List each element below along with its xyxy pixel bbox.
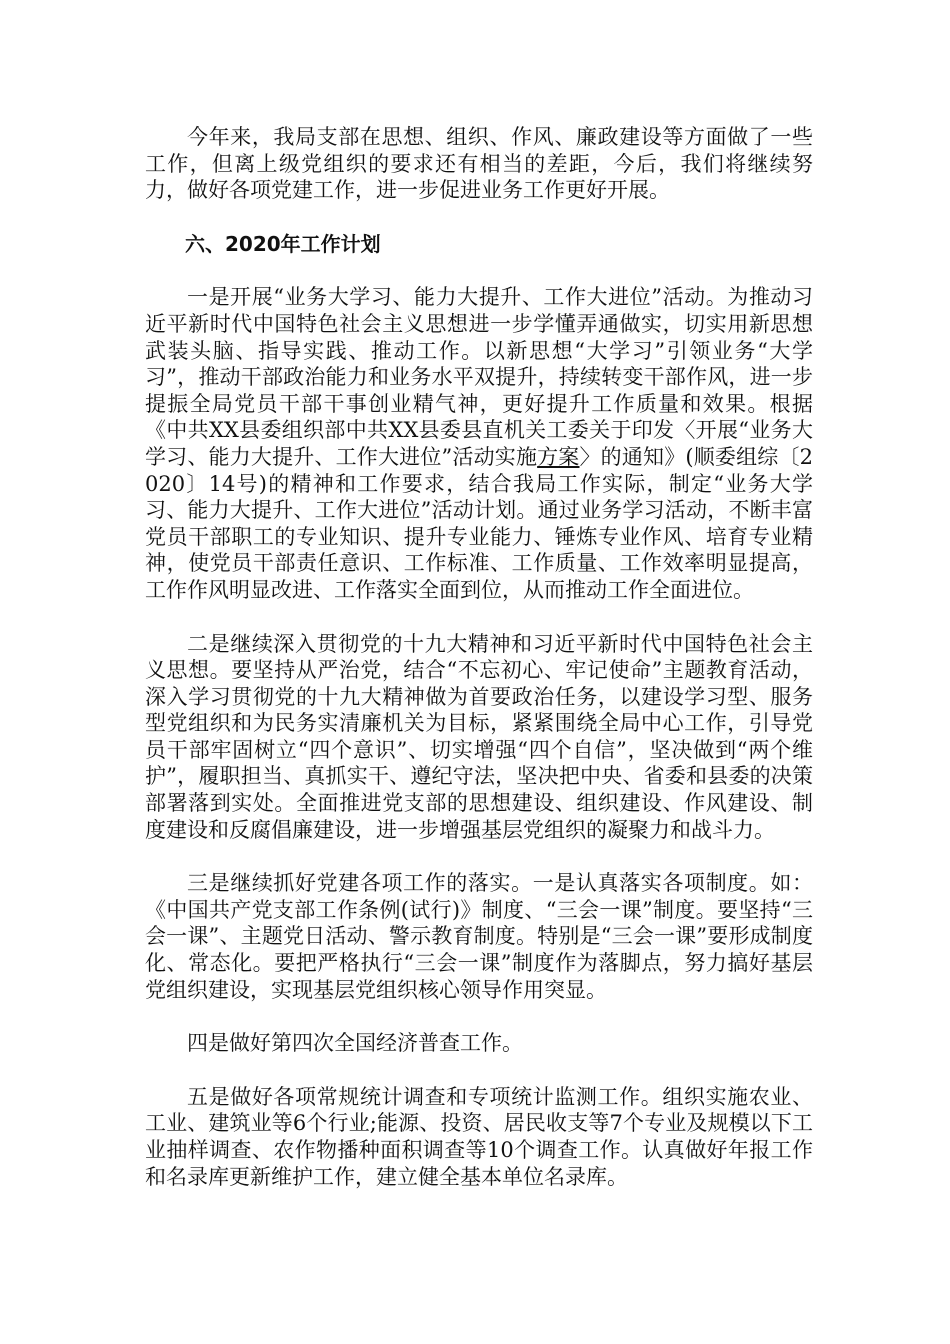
paragraph-spacer <box>145 1057 813 1084</box>
paragraph-spacer <box>145 604 813 631</box>
plan-item-1-paragraph <box>145 284 813 603</box>
plan-item-1-text-end: 〉的通知》(顺委组综〔2020〕14号)的精神和工作要求，结合我局工作实际，制定“业务大学习、能力大提升、工作大进位”活动计划。通过业务学习活动，不断丰富党员干部职工的专业知识、提升专业能力、锤炼专业作风、培育专业精神，使党员干部责任意识、工作标准、工作质量、工作效率明显提高，工作作风明显改进、工作落实全面到位，从而推动工作全面进位。 <box>145 444 813 602</box>
plan-item-5-paragraph: 五是做好各项常规统计调查和专项统计监测工作。组织实施农业、工业、建筑业等6个行业;能源、投资、居民收支等7个专业及规模以下工业抽样调查、农作物播种面积调查等10个调查工作。认真做好年报工作和名录库更新维护工作，建立健全基本单位名录库。 <box>145 1084 813 1189</box>
paragraph-spacer <box>145 843 813 870</box>
plan-item-4-paragraph: 四是做好第四次全国经济普查工作。 <box>187 1031 523 1056</box>
section-heading: 六、2020年工作计划 <box>185 231 381 256</box>
paragraph-spacer <box>145 257 813 284</box>
plan-item-1-underlined-word: 方案 <box>537 444 580 469</box>
document-body <box>145 124 813 1190</box>
paragraph-spacer <box>145 204 813 231</box>
plan-item-1-text-start: 一是开展“业务大学习、能力大提升、工作大进位”活动。为推动习近平新时代中国特色社会主义思想进一步学懂弄通做实，切实用新思想武装头脑、指导实践、推动工作。以新思想“大学习”引领业务“大学习”，推动干部政治能力和业务水平双提升，持续转变干部作风，进一步提振全局党员干部干事创业精气神，更好提升工作质量和效果。根据《中共XX县委组织部中共XX县委县直机关工委关于印发〈开展“业务大学习、能力大提升、工作大进位”活动实施 <box>145 285 813 469</box>
paragraph-spacer <box>145 1003 813 1030</box>
intro-paragraph: 今年来，我局支部在思想、组织、作风、廉政建设等方面做了一些工作，但离上级党组织的要求还有相当的差距，今后，我们将继续努力，做好各项党建工作，进一步促进业务工作更好开展。 <box>145 125 813 203</box>
plan-item-3-paragraph: 三是继续抓好党建各项工作的落实。一是认真落实各项制度。如：《中国共产党支部工作条例(试行)》制度、“三会一课”制度。要坚持“三会一课”、主题党日活动、警示教育制度。特别是“三会一课”要形成制度化、常态化。要把严格执行“三会一课”制度作为落脚点，努力搞好基层党组织建设，实现基层党组织核心领导作用突显。 <box>145 871 813 1002</box>
plan-item-2-paragraph: 二是继续深入贯彻党的十九大精神和习近平新时代中国特色社会主义思想。要坚持从严治党，结合“不忘初心、牢记使命”主题教育活动，深入学习贯彻党的十九大精神做为首要政治任务，以建设学习型、服务型党组织和为民务实清廉机关为目标，紧紧围绕全局中心工作，引导党员干部牢固树立“四个意识”、切实增强“四个自信”，坚决做到“两个维护”，履职担当、真抓实干、遵纪守法，坚决把中央、省委和县委的决策部署落到实处。全面推进党支部的思想建设、组织建设、作风建设、制度建设和反腐倡廉建设，进一步增强基层党组织的凝聚力和战斗力。 <box>145 631 813 842</box>
